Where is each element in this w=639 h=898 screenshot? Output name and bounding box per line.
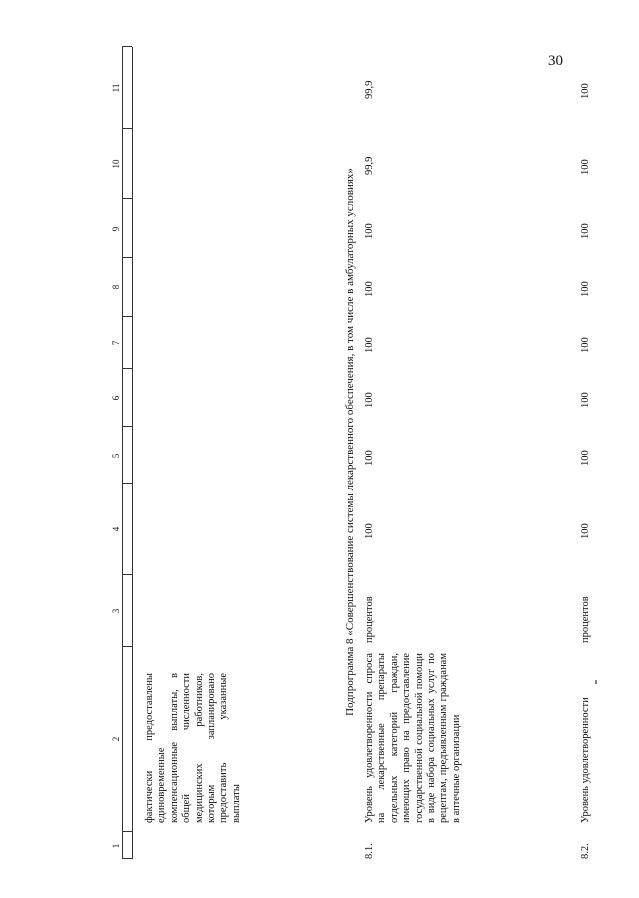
column-divider <box>122 858 132 859</box>
value-cell: 100 <box>364 281 375 297</box>
column-number: 9 <box>111 226 121 232</box>
rotated-table-sheet <box>111 47 612 859</box>
row-number: 8.1. <box>364 843 375 859</box>
column-number: 6 <box>111 395 121 401</box>
column-number: 11 <box>111 83 121 93</box>
column-divider <box>122 257 132 258</box>
column-divider <box>122 198 132 199</box>
row-number: 8.2. <box>580 843 591 859</box>
value-cell: 100 <box>580 281 591 297</box>
value-cell: 100 <box>580 83 591 99</box>
column-number: 1 <box>111 843 121 849</box>
column-divider <box>122 46 132 47</box>
indicator-continuation: фактически предоставлены единовременные компенсационные выплаты, в общей численности медицинских работников, которым запланировано предоставить указанные выплаты <box>144 673 242 823</box>
value-cell: 100 <box>364 337 375 353</box>
value-cell: 100 <box>364 392 375 408</box>
indicator-name: Уровень удовлетворенности спроса на лекарственные препараты отдельных категорий граждан, имеющих право на предоставление государственной социальной помощи в виде набора социальных услуг по рецептам, предъявленным гражданам в аптечные организации <box>364 653 462 823</box>
column-number: 2 <box>111 736 121 742</box>
column-divider <box>122 426 132 427</box>
value-cell: 100 <box>364 450 375 466</box>
column-number: 7 <box>111 340 121 346</box>
column-divider <box>122 483 132 484</box>
column-divider <box>122 574 132 575</box>
unit-of-measure: процентов <box>580 596 591 643</box>
column-number: 10 <box>111 159 121 169</box>
value-cell: 100 <box>580 392 591 408</box>
value-cell: 100 <box>364 223 375 239</box>
value-cell: 100 <box>580 223 591 239</box>
subprogram-title: Подпрограмма 8 «Совершенствование системы лекарственного обеспечения, в том числе в амбулаторных условиях» <box>344 168 356 716</box>
column-divider <box>122 646 132 647</box>
page-number: 30 <box>548 53 563 69</box>
column-divider <box>122 128 132 129</box>
column-number: 5 <box>111 453 121 459</box>
value-cell: 99,9 <box>364 80 375 99</box>
value-cell: 100 <box>580 337 591 353</box>
value-cell: 100 <box>364 523 375 539</box>
scan-artifact <box>595 680 597 684</box>
column-number: 8 <box>111 284 121 290</box>
column-divider <box>122 368 132 369</box>
indicator-name: Уровень удовлетворенности <box>580 697 591 823</box>
column-number: 4 <box>111 526 121 532</box>
value-cell: 99,9 <box>364 156 375 175</box>
column-number: 3 <box>111 608 121 614</box>
value-cell: 100 <box>580 159 591 175</box>
value-cell: 100 <box>580 450 591 466</box>
header-bottom-rule <box>132 47 133 859</box>
column-divider <box>122 831 132 832</box>
unit-of-measure: процентов <box>364 596 375 643</box>
header-top-rule <box>122 47 123 859</box>
column-divider <box>122 316 132 317</box>
value-cell: 100 <box>580 523 591 539</box>
